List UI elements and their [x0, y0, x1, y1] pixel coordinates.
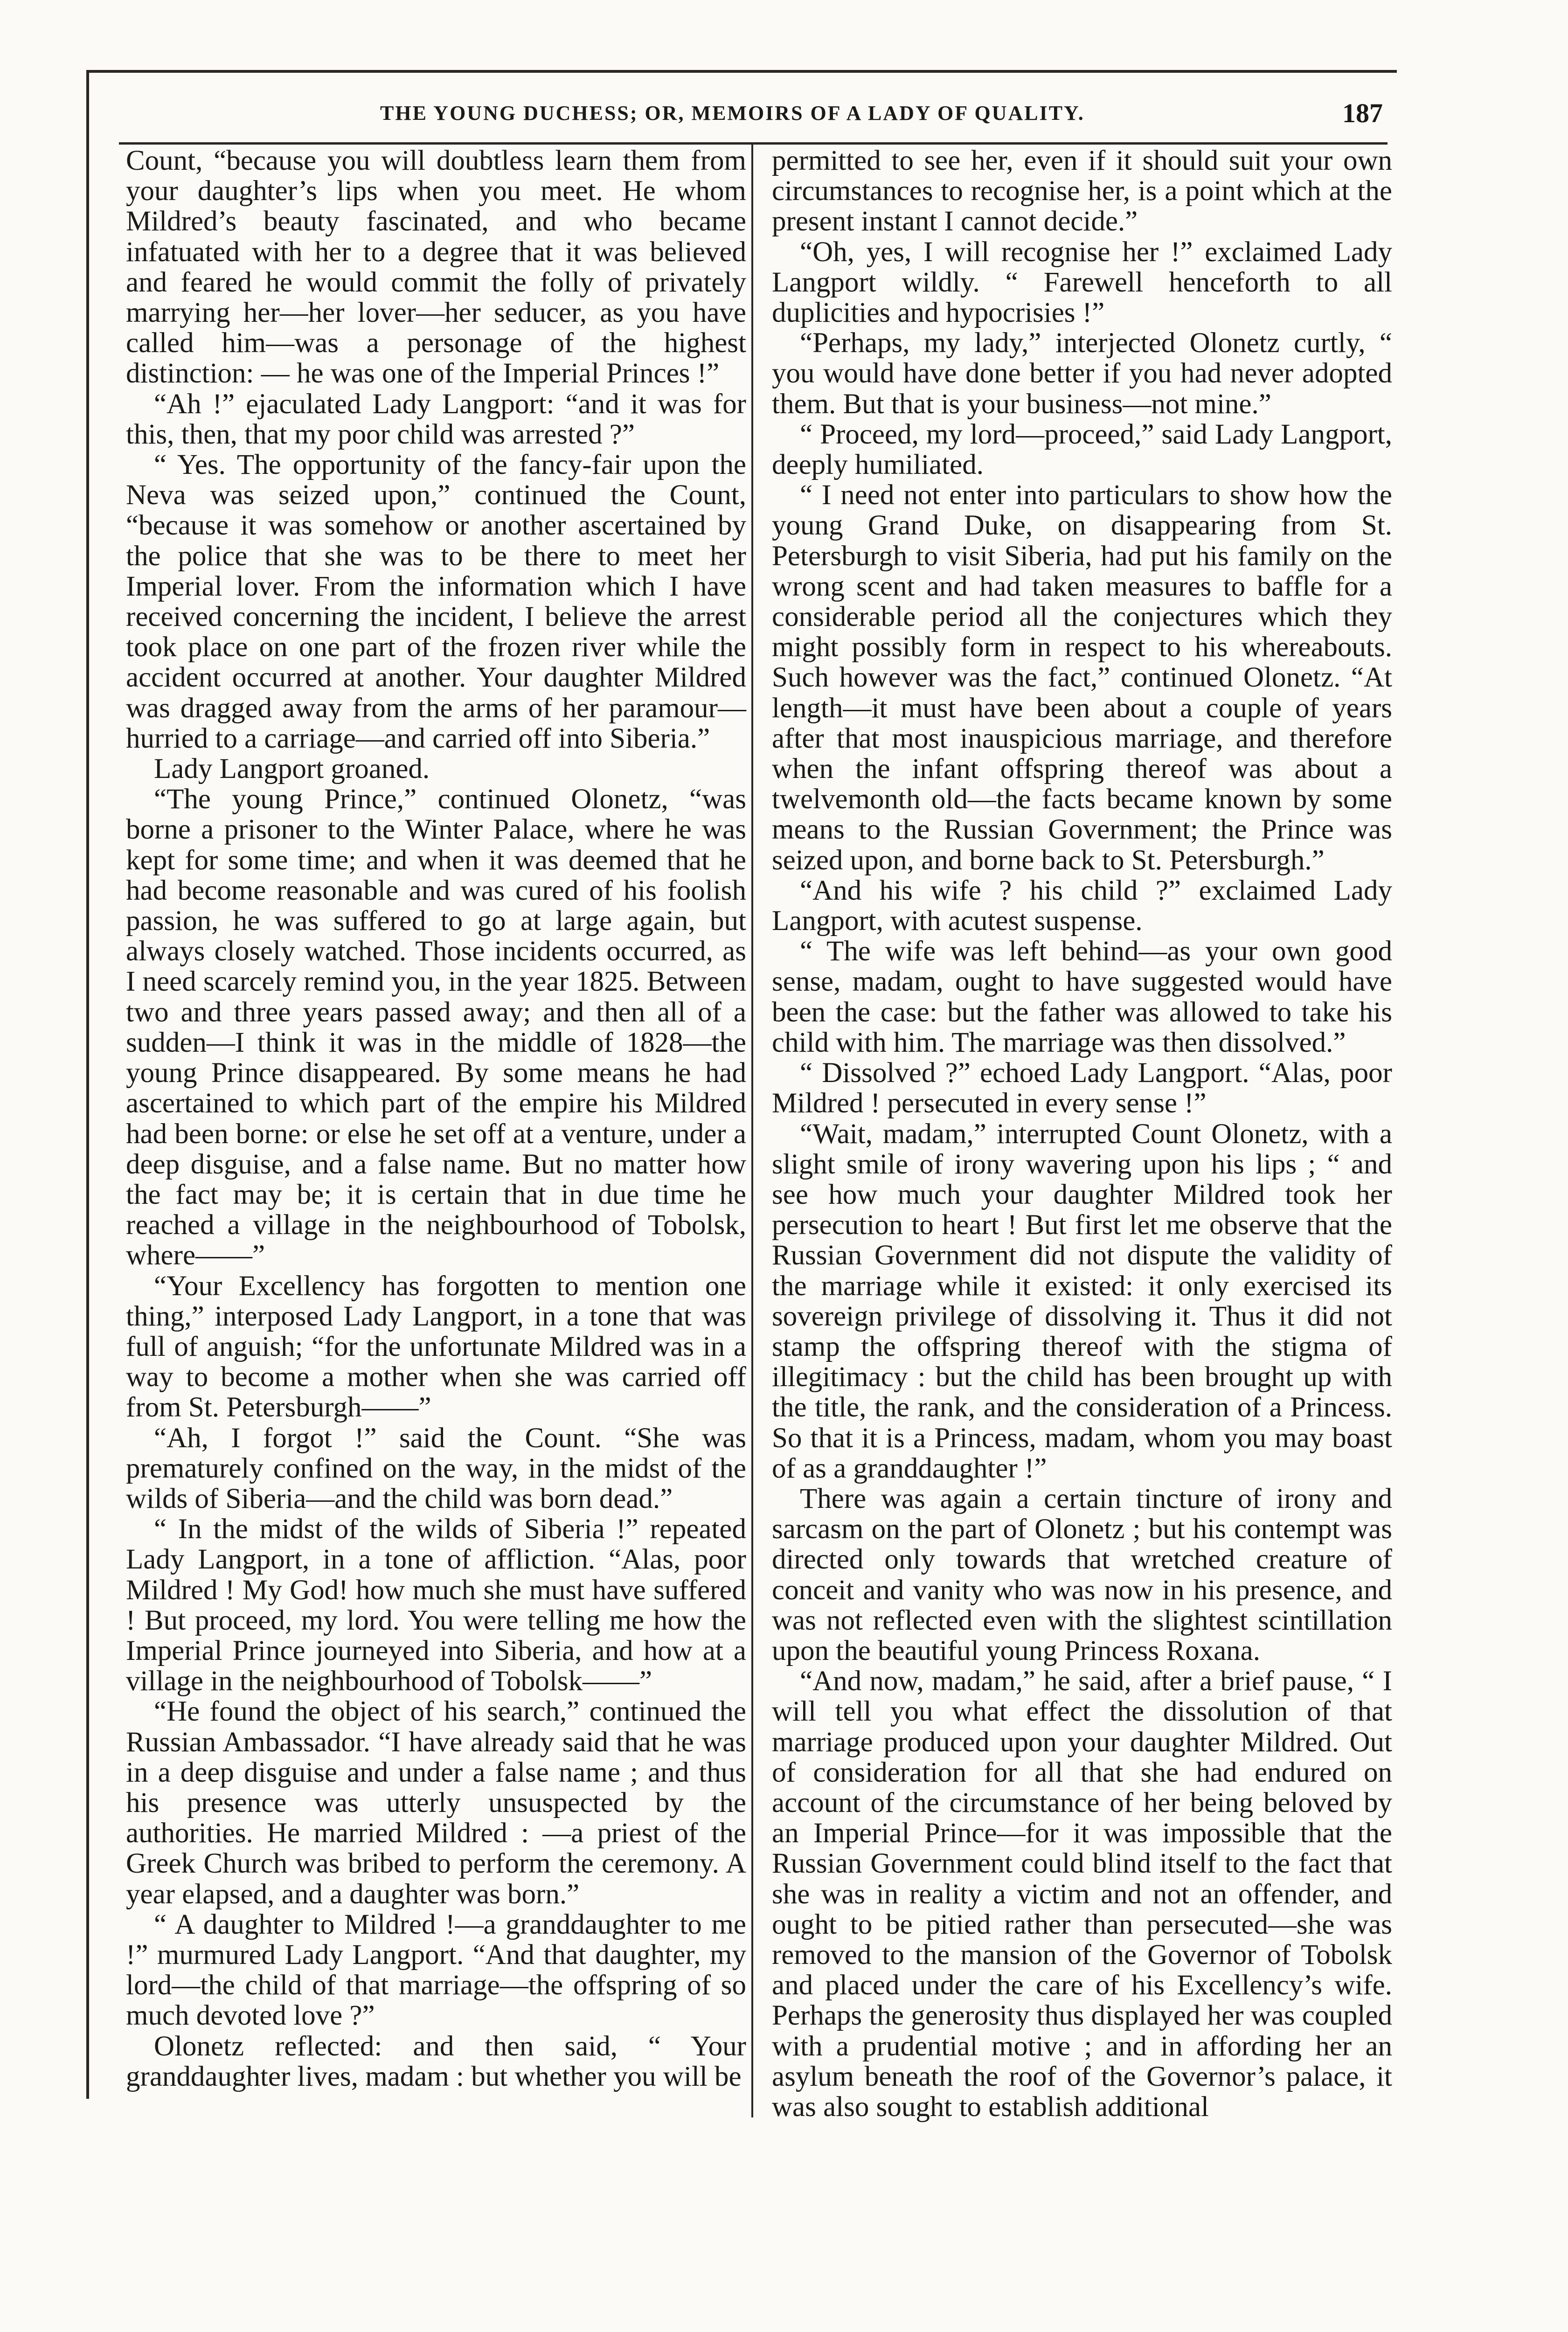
- paragraph: “Your Excellency has forgotten to mention one thing,” interposed Lady Langport, in a tone that was full of anguish; “for the unfortunate Mildred was in a way to become a mother when she was carried off from St. Petersburgh——”: [126, 1270, 746, 1423]
- paragraph: “Perhaps, my lady,” interjected Olonetz curtly, “ you would have done better if you had never adopted them. But that is your business—not mine.”: [772, 327, 1392, 420]
- paragraph: “He found the object of his search,” continued the Russian Ambassador. “I have already said that he was in a deep disguise and under a false name ; and thus his presence was utterly unsuspected by the authorities. He married Mildred : —a priest of the Greek Church was bribed to perform the ceremony. A year elapsed, and a daughter was born.”: [126, 1696, 746, 1910]
- paragraph: “Ah, I forgot !” said the Count. “She was prematurely confined on the way, in the midst of the wilds of Siberia—and the child was born dead.”: [126, 1422, 746, 1514]
- paragraph: “ Yes. The opportunity of the fancy-fair upon the Neva was seized upon,” continued the Count, “because it was somehow or another ascertained by the police that she was to be there to meet her Imperial lover. From the information which I have received concerning the incident, I believe the arrest took place on one part of the frozen river while the accident occurred at another. Your daughter Mildred was dragged away from the arms of her paramour—hurried to a carriage—and carried off into Siberia.”: [126, 449, 746, 754]
- paragraph: “ I need not enter into particulars to show how the young Grand Duke, on disappearing from St. Petersburgh to visit Siberia, had put his family on the wrong scent and had taken measures to baffle for a considerable period all the conjectures which they might possibly form in respect to his whereabouts. Such however was the fact,” continued Olonetz. “At length—it must have been about a couple of years after that most inauspicious marriage, and therefore when the infant offspring thereof was about a twelvemonth old—the facts became known by some means to the Russian Government; the Prince was seized upon, and borne back to St. Petersburgh.”: [772, 479, 1392, 876]
- paragraph: “ The wife was left behind—as your own good sense, madam, ought to have suggested would have been the case: but the father was allowed to take his child with him. The marriage was then dissolved.”: [772, 936, 1392, 1058]
- paragraph: permitted to see her, even if it should suit your own circumstances to recognise her, is a point which at the present instant I cannot decide.”: [772, 145, 1392, 237]
- paragraph: “And his wife ? his child ?” exclaimed Lady Langport, with acutest suspense.: [772, 874, 1392, 937]
- paragraph: “Oh, yes, I will recognise her !” exclaimed Lady Langport wildly. “ Farewell henceforth to all duplicities and hypocrisies !”: [772, 236, 1392, 329]
- column-divider: [751, 145, 753, 2117]
- paragraph: Olonetz reflected: and then said, “ Your granddaughter lives, madam : but whether you will be: [126, 2030, 746, 2092]
- running-title: THE YOUNG DUCHESS; OR, MEMOIRS OF A LADY OF QUALITY.: [380, 102, 1085, 125]
- paragraph: “ A daughter to Mildred !—a granddaughter to me !” murmured Lady Langport. “And that daughter, my lord—the child of that marriage—the offspring of so much devoted love ?”: [126, 1909, 746, 2032]
- paragraph: Lady Langport groaned.: [154, 753, 430, 785]
- paragraph: “Wait, madam,” interrupted Count Olonetz, with a slight smile of irony wavering upon his lips ; “ and see how much your daughter Mildred took her persecution to heart ! But first let me observe that the Russian Government did not dispute the validity of the marriage while it existed: it only exercised its sovereign privilege of dissolving it. Thus it did not stamp the offspring thereof with the stigma of illegitimacy : but the child has been brought up with the title, the rank, and the consideration of a Princess. So that it is a Princess, madam, whom you may boast of as a granddaughter !”: [772, 1118, 1392, 1484]
- left-column: [126, 146, 746, 2092]
- paragraph: “Ah !” ejaculated Lady Langport: “and it was for this, then, that my poor child was arrested ?”: [126, 388, 746, 450]
- paragraph: “The young Prince,” continued Olonetz, “was borne a prisoner to the Winter Palace, where he was kept for some time; and when it was deemed that he had become reasonable and was cured of his foolish passion, he was suffered to go at large again, but always closely watched. Those incidents occurred, as I need scarcely remind you, in the year 1825. Between two and three years passed away; and then all of a sudden—I think it was in the middle of 1828—the young Prince disappeared. By some means he had ascertained to which part of the empire his Mildred had been borne: or else he set off at a venture, under a deep disguise, and a false name. But no matter how the fact may be; it is certain that in due time he reached a village in the neighbourhood of Tobolsk, where——”: [126, 784, 746, 1271]
- paragraph: There was again a certain tincture of irony and sarcasm on the part of Olonetz ; but his contempt was directed only towards that wretched creature of conceit and vanity who was now in his presence, and was not reflected even with the slightest scintillation upon the beautiful young Princess Roxana.: [772, 1483, 1392, 1666]
- right-column: [772, 146, 1392, 2122]
- paragraph: Count, “because you will doubtless learn them from your daughter’s lips when you meet. He whom Mildred’s beauty fascinated, and who became infatuated with her to a degree that it was believed and feared he would commit the folly of privately marrying her—her lover—her seducer, as you have called him—was a personage of the highest distinction: — he was one of the Imperial Princes !”: [126, 145, 746, 389]
- page-number: 187: [1342, 98, 1383, 128]
- paragraph: “ Dissolved ?” echoed Lady Langport. “Alas, poor Mildred ! persecuted in every sense !”: [772, 1057, 1392, 1119]
- paragraph: “And now, madam,” he said, after a brief pause, “ I will tell you what effect the dissolution of that marriage produced upon your daughter Mildred. Out of consideration for all that she had endured on account of the circumstance of her being beloved by an Imperial Prince—for it was impossible that the Russian Government could blind itself to the fact that she was in reality a victim and not an offender, and ought to be pitied rather than persecuted—she was removed to the mansion of the Governor of Tobolsk and placed under the care of his Excellency’s wife. Perhaps the generosity thus displayed her was coupled with a prudential motive ; and in affording her an asylum beneath the roof of the Governor’s palace, it was also sought to establish additional: [772, 1666, 1392, 2123]
- paragraph: “ In the midst of the wilds of Siberia !” repeated Lady Langport, in a tone of affliction. “Alas, poor Mildred ! My God! how much she must have suffered ! But proceed, my lord. You were telling me how the Imperial Prince journeyed into Siberia, and how at a village in the neighbourhood of Tobolsk——”: [126, 1513, 746, 1697]
- paragraph: “ Proceed, my lord—proceed,” said Lady Langport, deeply humiliated.: [772, 418, 1392, 481]
- running-header: [119, 96, 1388, 145]
